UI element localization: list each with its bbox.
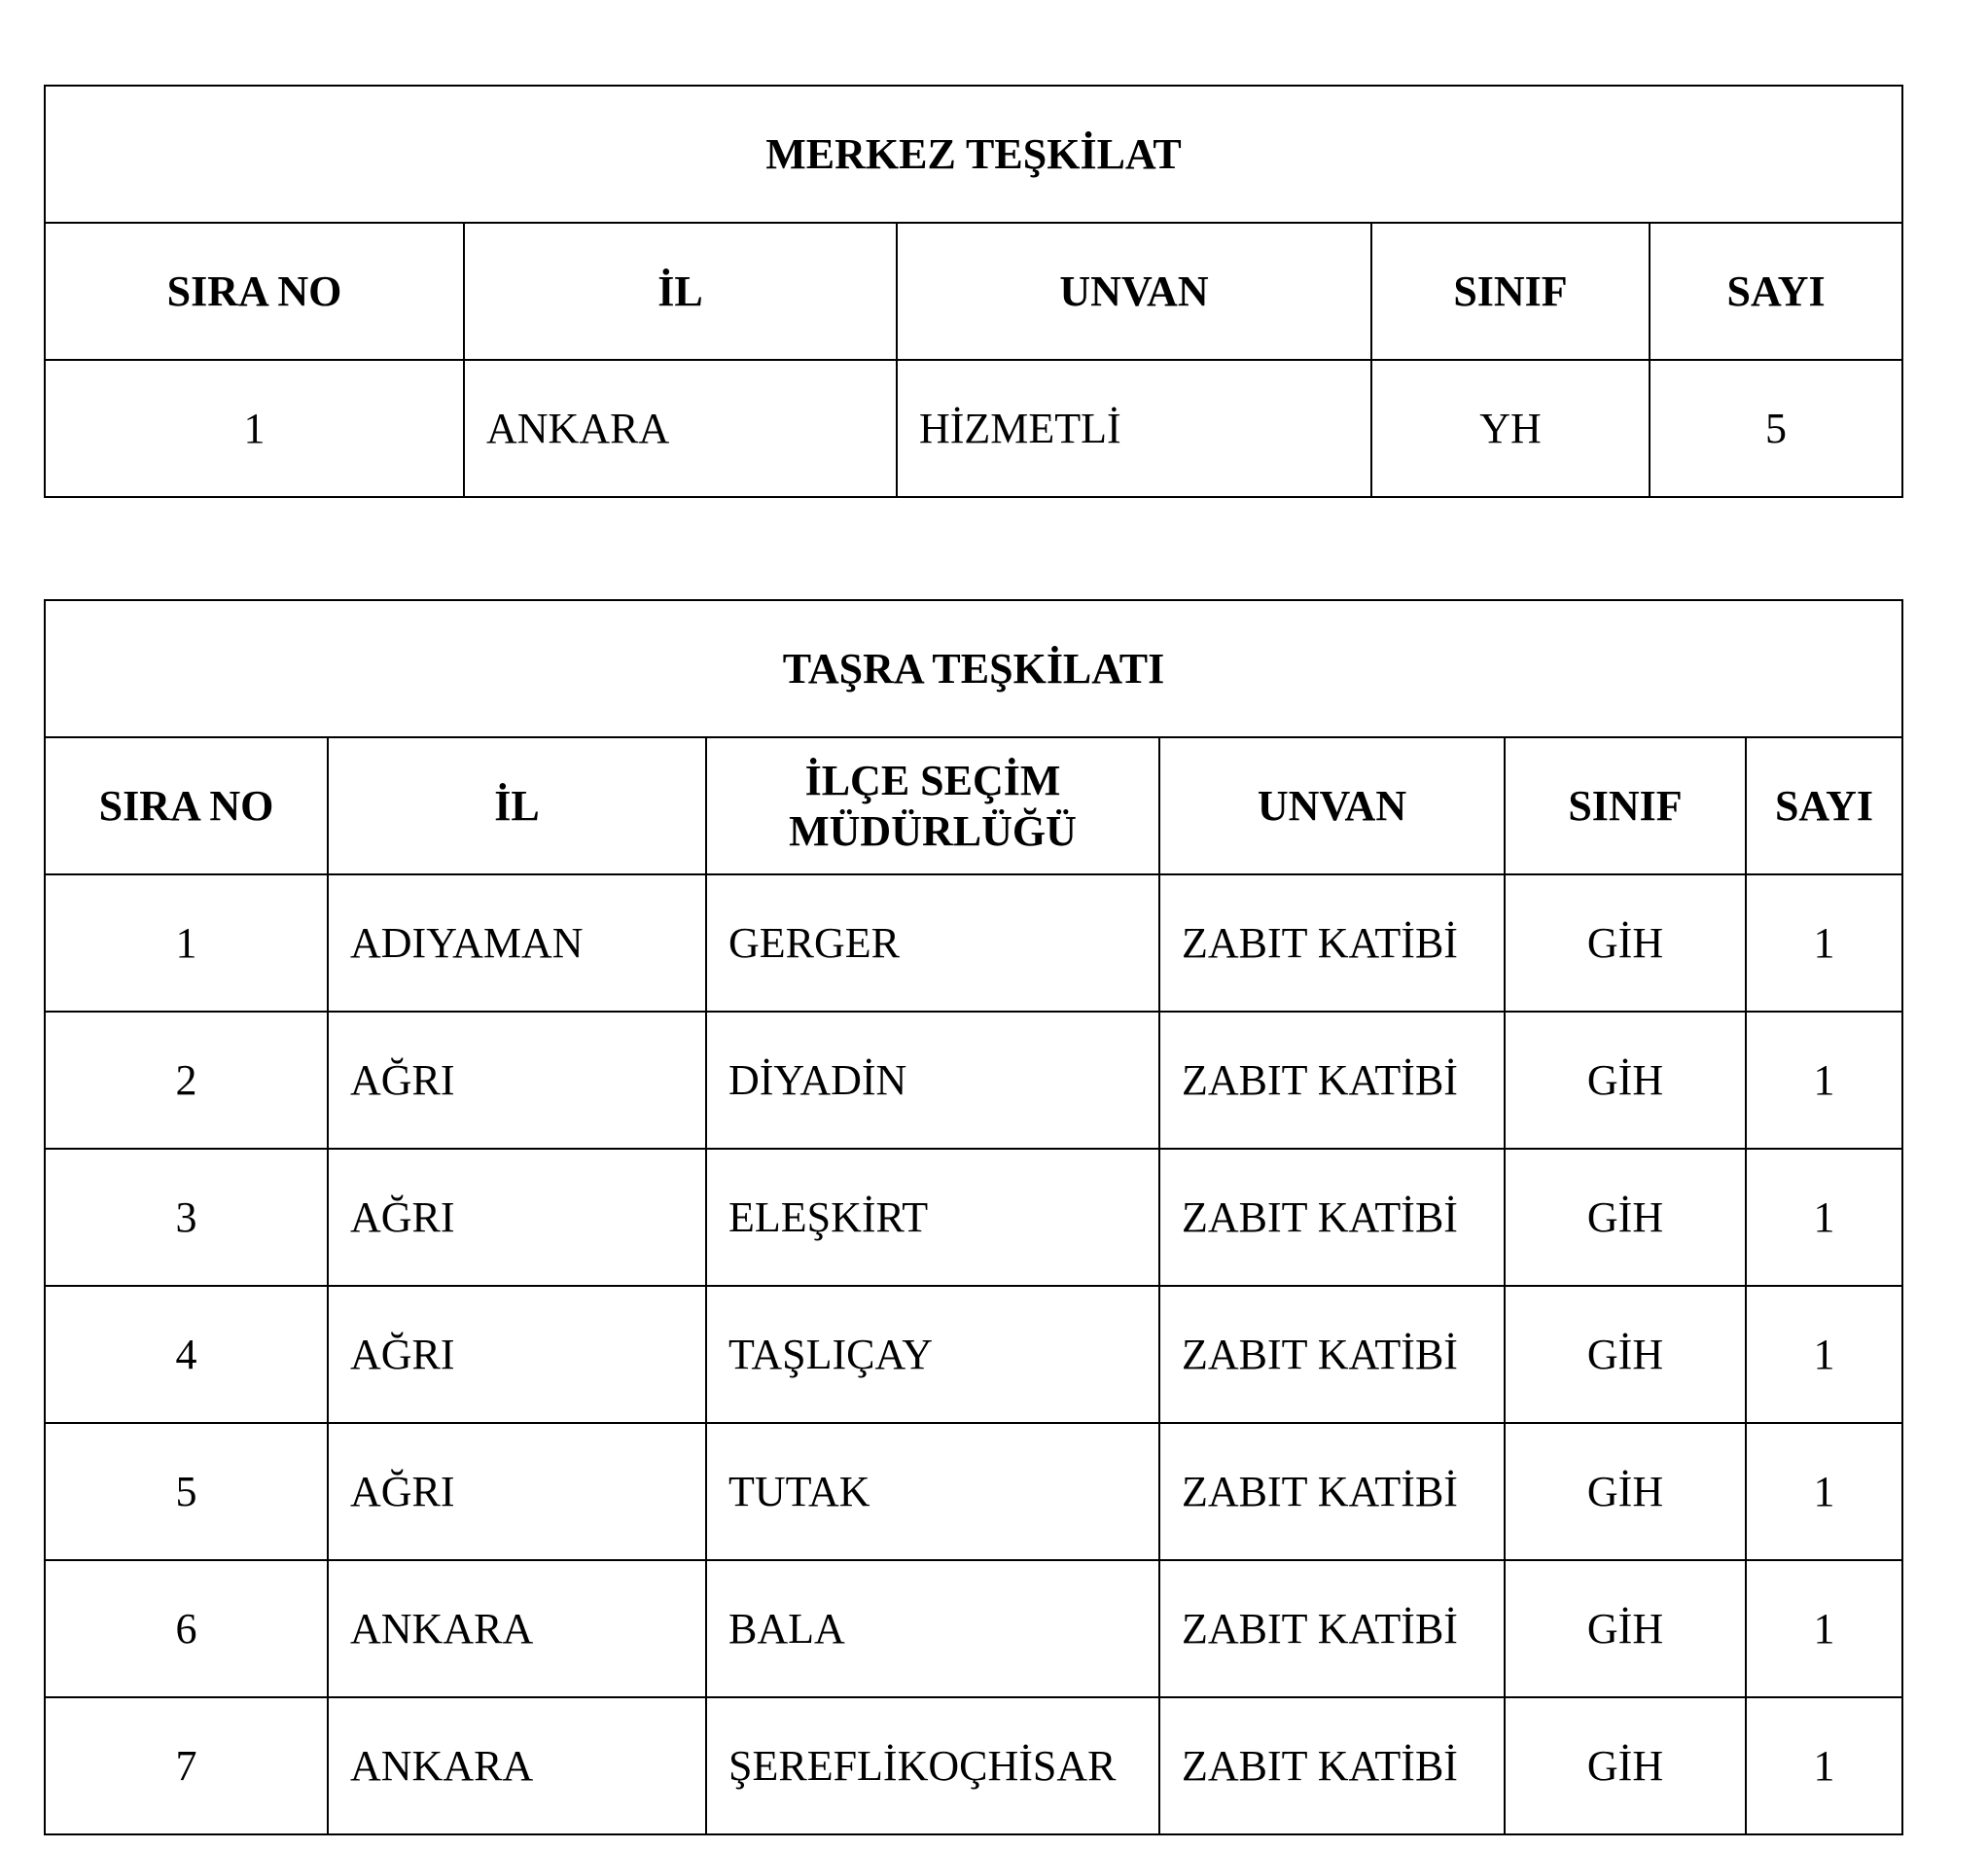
column-header-sira-no: SIRA NO bbox=[45, 223, 464, 360]
cell-sira-no: 2 bbox=[45, 1012, 328, 1149]
cell-sayi: 1 bbox=[1746, 1560, 1902, 1697]
table-header-row bbox=[45, 737, 1902, 874]
table-row bbox=[45, 1697, 1902, 1834]
cell-unvan: ZABIT KATİBİ bbox=[1159, 1697, 1505, 1834]
column-header-sayi: SAYI bbox=[1746, 737, 1902, 874]
column-header-sinif: SINIF bbox=[1371, 223, 1650, 360]
merkez-teskilat-table bbox=[44, 85, 1903, 498]
cell-sira-no: 5 bbox=[45, 1423, 328, 1560]
table-row bbox=[45, 874, 1902, 1012]
cell-sayi: 1 bbox=[1746, 1423, 1902, 1560]
cell-ilce: TAŞLIÇAY bbox=[706, 1286, 1159, 1423]
column-header-sayi: SAYI bbox=[1650, 223, 1902, 360]
cell-sinif: GİH bbox=[1505, 1012, 1746, 1149]
cell-sira-no: 3 bbox=[45, 1149, 328, 1286]
cell-il: AĞRI bbox=[328, 1423, 706, 1560]
cell-unvan: ZABIT KATİBİ bbox=[1159, 1286, 1505, 1423]
cell-il: ANKARA bbox=[328, 1697, 706, 1834]
cell-unvan: ZABIT KATİBİ bbox=[1159, 1560, 1505, 1697]
cell-unvan: ZABIT KATİBİ bbox=[1159, 1423, 1505, 1560]
cell-sinif: GİH bbox=[1505, 1560, 1746, 1697]
cell-sira-no: 6 bbox=[45, 1560, 328, 1697]
cell-il: ADIYAMAN bbox=[328, 874, 706, 1012]
table-row bbox=[45, 360, 1902, 497]
cell-ilce: ŞEREFLİKOÇHİSAR bbox=[706, 1697, 1159, 1834]
cell-sayi: 1 bbox=[1746, 874, 1902, 1012]
cell-sinif: GİH bbox=[1505, 1423, 1746, 1560]
cell-sira-no: 1 bbox=[45, 874, 328, 1012]
cell-il: ANKARA bbox=[328, 1560, 706, 1697]
table-row bbox=[45, 1149, 1902, 1286]
cell-sayi: 1 bbox=[1746, 1149, 1902, 1286]
cell-sira-no: 1 bbox=[45, 360, 464, 497]
cell-sayi: 5 bbox=[1650, 360, 1902, 497]
cell-il: AĞRI bbox=[328, 1286, 706, 1423]
cell-sinif: GİH bbox=[1505, 874, 1746, 1012]
cell-ilce: GERGER bbox=[706, 874, 1159, 1012]
cell-sayi: 1 bbox=[1746, 1286, 1902, 1423]
cell-sinif: GİH bbox=[1505, 1286, 1746, 1423]
tasra-teskilati-table bbox=[44, 599, 1903, 1835]
table-title: MERKEZ TEŞKİLAT bbox=[45, 86, 1902, 223]
column-header-sinif: SINIF bbox=[1505, 737, 1746, 874]
cell-sira-no: 7 bbox=[45, 1697, 328, 1834]
cell-unvan: ZABIT KATİBİ bbox=[1159, 1149, 1505, 1286]
column-header-ilce-secim-mudurlugu: İLÇE SEÇİM MÜDÜRLÜĞÜ bbox=[706, 737, 1159, 874]
table-title: TAŞRA TEŞKİLATI bbox=[45, 600, 1902, 737]
table-row bbox=[45, 1560, 1902, 1697]
cell-ilce: TUTAK bbox=[706, 1423, 1159, 1560]
cell-sayi: 1 bbox=[1746, 1012, 1902, 1149]
cell-ilce: DİYADİN bbox=[706, 1012, 1159, 1149]
cell-il: AĞRI bbox=[328, 1012, 706, 1149]
column-header-il: İL bbox=[328, 737, 706, 874]
cell-il: AĞRI bbox=[328, 1149, 706, 1286]
table-row bbox=[45, 1012, 1902, 1149]
column-header-unvan: UNVAN bbox=[897, 223, 1371, 360]
cell-ilce: ELEŞKİRT bbox=[706, 1149, 1159, 1286]
cell-sinif: YH bbox=[1371, 360, 1650, 497]
cell-il: ANKARA bbox=[464, 360, 897, 497]
cell-unvan: HİZMETLİ bbox=[897, 360, 1371, 497]
table-row bbox=[45, 1423, 1902, 1560]
table-row bbox=[45, 1286, 1902, 1423]
cell-unvan: ZABIT KATİBİ bbox=[1159, 1012, 1505, 1149]
cell-sayi: 1 bbox=[1746, 1697, 1902, 1834]
cell-sinif: GİH bbox=[1505, 1697, 1746, 1834]
column-header-sira-no: SIRA NO bbox=[45, 737, 328, 874]
cell-unvan: ZABIT KATİBİ bbox=[1159, 874, 1505, 1012]
column-header-il: İL bbox=[464, 223, 897, 360]
cell-sinif: GİH bbox=[1505, 1149, 1746, 1286]
cell-ilce: BALA bbox=[706, 1560, 1159, 1697]
table-header-row bbox=[45, 223, 1902, 360]
table-title-row bbox=[45, 86, 1902, 223]
column-header-unvan: UNVAN bbox=[1159, 737, 1505, 874]
table-title-row bbox=[45, 600, 1902, 737]
cell-sira-no: 4 bbox=[45, 1286, 328, 1423]
